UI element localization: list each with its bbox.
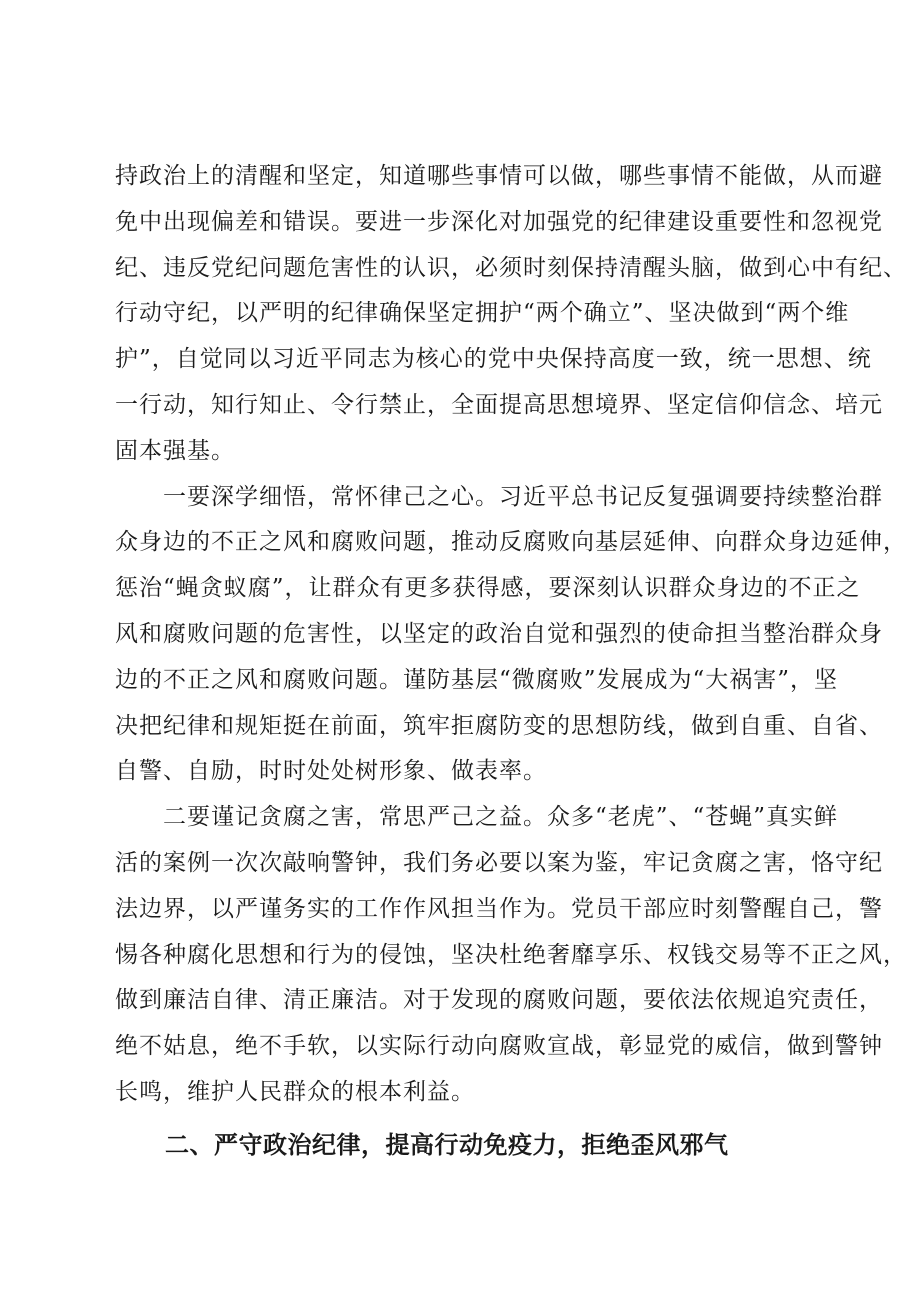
- text-line: 绝不姑息，绝不手软，以实际行动向腐败宣战，彰显党的威信，做到警钟: [115, 1033, 883, 1060]
- text-line: 固本强基。: [115, 437, 235, 464]
- text-line: 自警、自励，时时处处树形象、做表率。: [115, 758, 547, 785]
- text-line: 免中出现偏差和错误。要进一步深化对加强党的纪律建设重要性和忽视党: [115, 208, 883, 235]
- text-line: 惩治“蝇贪蚁腐”，让群众有更多获得感，要深刻认识群众身边的不正之: [115, 575, 861, 602]
- text-line: 行动守纪，以严明的纪律确保坚定拥护“两个确立”、坚决做到“两个维: [115, 300, 850, 327]
- document-body: [115, 154, 907, 1170]
- text-line: 一要深学细悟，常怀律己之心。习近平总书记反复强调要持续整治群: [163, 483, 883, 510]
- text-line: 持政治上的清醒和坚定，知道哪些事情可以做，哪些事情不能做，从而避: [115, 163, 883, 189]
- text-line: 二要谨记贪腐之害，常思严己之益。众多“老虎”、“苍蝇”真实鲜: [163, 804, 839, 831]
- text-line: 边的不正之风和腐败问题。谨防基层“微腐败”发展成为“大祸害”，坚: [115, 666, 839, 693]
- paragraph-point-one: [115, 475, 907, 796]
- text-line: 惕各种腐化思想和行为的侵蚀，坚决杜绝奢靡享乐、权钱交易等不正之风，: [115, 941, 907, 968]
- text-line: 决把纪律和规矩挺在前面，筑牢拒腐防变的思想防线，做到自重、自省、: [115, 712, 883, 739]
- paragraph-continuation: [115, 154, 907, 475]
- text-line: 护”，自觉同以习近平同志为核心的党中央保持高度一致，统一思想、统: [115, 346, 872, 373]
- text-line: 长鸣，维护人民群众的根本利益。: [115, 1078, 475, 1105]
- text-line: 活的案例一次次敲响警钟，我们务必要以案为鉴，牢记贪腐之害，恪守纪: [115, 849, 883, 876]
- text-line: 做到廉洁自律、清正廉洁。对于发现的腐败问题，要依法依规追究责任，: [115, 987, 883, 1014]
- text-line: 风和腐败问题的危害性，以坚定的政治自觉和强烈的使命担当整治群众身: [115, 620, 883, 647]
- text-line: 法边界，以严谨务实的工作作风担当作为。党员干部应时刻警醒自己，警: [115, 895, 883, 922]
- text-line: 众身边的不正之风和腐败问题，推动反腐败向基层延伸、向群众身边延伸，: [115, 529, 907, 556]
- paragraph-point-two: [115, 795, 907, 1116]
- section-heading: 二、严守政治纪律，提高行动免疫力，拒绝歪风邪气: [165, 1130, 729, 1159]
- text-line: 一行动，知行知止、令行禁止，全面提高思想境界、坚定信仰信念、培元: [115, 391, 883, 418]
- text-line: 纪、违反党纪问题危害性的认识，必须时刻保持清醒头脑，做到心中有纪、: [115, 254, 907, 281]
